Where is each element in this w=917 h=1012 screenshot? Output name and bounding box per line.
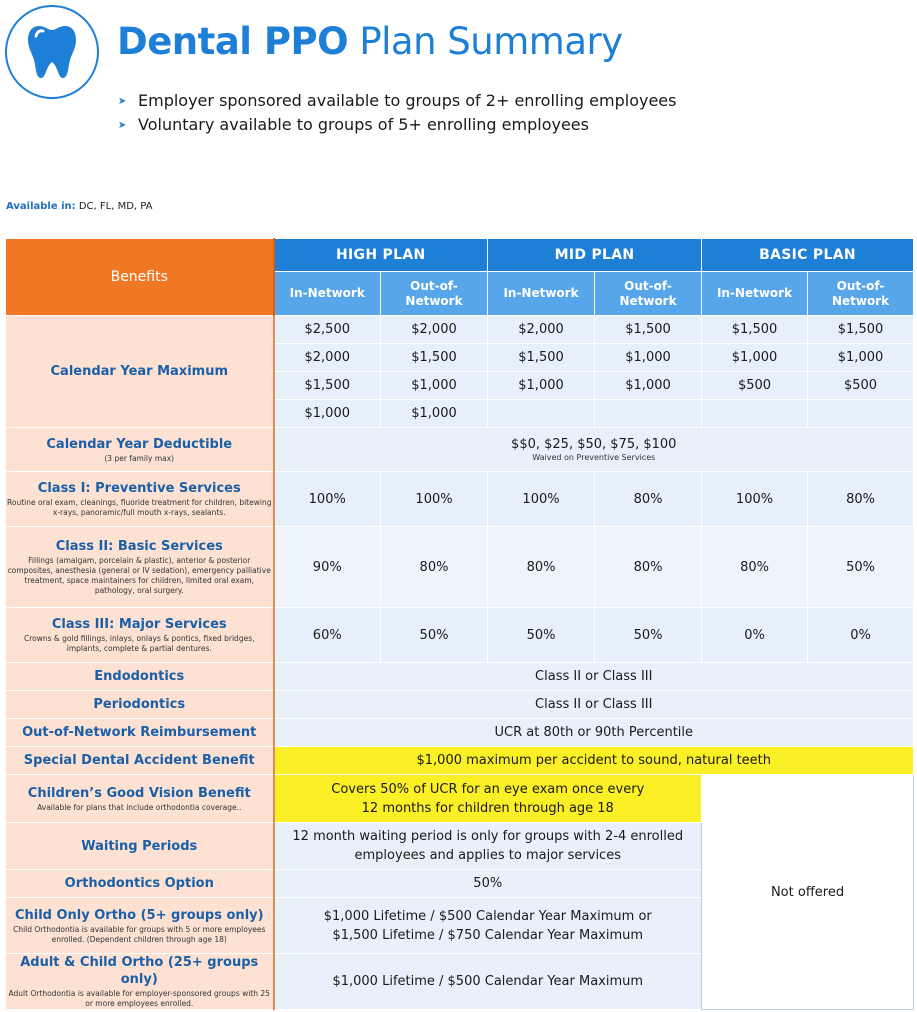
table-row — [6, 719, 914, 747]
sdab-label-cell — [6, 747, 274, 775]
row-description: Available for plans that include orthodontia coverage.. — [37, 802, 242, 812]
title-rest: Plan Summary — [359, 20, 623, 63]
table-cell: $1,000 — [488, 372, 595, 400]
row-label: Children’s Good Vision Benefit — [27, 785, 251, 801]
row-label: Endodontics — [94, 669, 185, 684]
table-cell — [488, 400, 595, 428]
out-network-header — [595, 272, 702, 316]
table-cell: $1,000 — [274, 400, 381, 428]
row-label: Child Only Ortho (5+ groups only) — [14, 907, 264, 923]
adult-ortho-value: $1,000 Lifetime / $500 Calendar Year Maximum — [274, 954, 702, 1010]
cym-label-cell — [6, 316, 274, 428]
not-offered-cell: Not offered — [702, 775, 914, 1010]
in-network-header: In-Network — [274, 272, 381, 316]
basic-plan-header: BASIC PLAN — [702, 239, 914, 272]
benefits-header: Benefits — [6, 239, 274, 316]
out-network-line: Network — [405, 293, 463, 308]
out-network-line: Network — [619, 293, 677, 308]
deductible-cell — [274, 428, 914, 472]
vision-line: 12 months for children through age 18 — [361, 800, 614, 816]
page-title — [117, 20, 623, 63]
table-cell — [595, 400, 702, 428]
row-label: Special Dental Accident Benefit — [23, 753, 255, 768]
ortho-value: 50% — [274, 870, 702, 898]
row-label: Orthodontics Option — [64, 876, 214, 891]
row-label: Out-of-Network Reimbursement — [22, 725, 257, 740]
bullet-text: Employer sponsored available to groups of 2+ enrolling employees — [138, 91, 677, 110]
row-label: Calendar Year Maximum — [50, 364, 228, 379]
table-row — [6, 775, 914, 823]
table-cell: 50% — [381, 608, 488, 663]
oon-value: UCR at 80th or 90th Percentile — [274, 719, 914, 747]
table-cell — [702, 400, 808, 428]
ortho-label-cell — [6, 870, 274, 898]
table-cell: 80% — [595, 527, 702, 608]
table-row — [6, 663, 914, 691]
table-cell: $1,000 — [595, 344, 702, 372]
table-cell: $1,000 — [808, 344, 914, 372]
table-row — [6, 472, 914, 527]
table-cell: $1,000 — [702, 344, 808, 372]
table-cell: 100% — [381, 472, 488, 527]
class2-label-cell — [6, 527, 274, 608]
available-states: DC, FL, MD, PA — [78, 201, 153, 212]
table-cell: 100% — [488, 472, 595, 527]
table-cell: $500 — [702, 372, 808, 400]
available-label: Available in: — [6, 201, 76, 212]
title-bold: Dental PPO — [117, 20, 349, 63]
endo-value: Class II or Class III — [274, 663, 914, 691]
tooth-icon — [27, 24, 77, 80]
table-cell: 0% — [808, 608, 914, 663]
out-network-header — [808, 272, 914, 316]
table-row — [6, 316, 914, 344]
table-row — [6, 428, 914, 472]
deductible-value: $$0, $25, $50, $75, $100 — [511, 436, 677, 452]
out-network-line: Out-of- — [410, 278, 458, 293]
out-network-line: Network — [831, 293, 890, 308]
table-cell: 100% — [702, 472, 808, 527]
plan-summary-table — [5, 238, 914, 1010]
waiting-line: employees and applies to major services — [354, 848, 621, 863]
table-row — [6, 691, 914, 719]
child-ortho-line: $1,500 Lifetime / $750 Calendar Year Maximum — [332, 927, 644, 943]
table-cell: $1,500 — [381, 344, 488, 372]
table-cell: 80% — [488, 527, 595, 608]
row-label: Periodontics — [93, 697, 186, 712]
table-cell: 80% — [702, 527, 808, 608]
row-description: Crowns & gold fillings, inlays, onlays & pontics, fixed bridges, implants, complete & partial dentures. — [24, 634, 255, 653]
child-ortho-line: $1,000 Lifetime / $500 Calendar Year Maximum or — [323, 908, 652, 924]
sdab-value: $1,000 maximum per accident to sound, natural teeth — [274, 747, 914, 775]
high-plan-header: HIGH PLAN — [274, 239, 488, 272]
table-cell: 80% — [808, 472, 914, 527]
availability-note — [6, 201, 152, 212]
table-cell: 0% — [702, 608, 808, 663]
table-cell: $2,000 — [274, 344, 381, 372]
list-item — [118, 89, 676, 113]
list-item — [118, 113, 676, 137]
table-cell: 90% — [274, 527, 381, 608]
row-description: Child Orthodontia is available for groups with 5 or more employees enrolled. (Dependent children through age 18) — [13, 924, 266, 944]
cyd-label-cell — [6, 428, 274, 472]
table-cell: $500 — [808, 372, 914, 400]
table-cell: 80% — [595, 472, 702, 527]
child-ortho-value — [274, 898, 702, 954]
table-row — [6, 527, 914, 608]
table-cell: 80% — [381, 527, 488, 608]
oon-label-cell — [6, 719, 274, 747]
class3-label-cell — [6, 608, 274, 663]
vision-label-cell — [6, 775, 274, 823]
table-cell: 50% — [808, 527, 914, 608]
row-description: Adult Orthodontia is available for employer-sponsored groups with 25 or more employees enrolled. — [8, 989, 270, 1008]
vision-value — [274, 775, 702, 823]
table-cell: 60% — [274, 608, 381, 663]
table-row — [6, 608, 914, 663]
out-network-line: Out-of- — [624, 278, 672, 293]
table-cell: 100% — [274, 472, 381, 527]
table-cell: $1,500 — [702, 316, 808, 344]
row-label: Waiting Periods — [81, 838, 198, 854]
chevron-right-icon: ➤ — [118, 120, 127, 131]
class1-label-cell — [6, 472, 274, 527]
waiting-label-cell — [6, 823, 274, 870]
table-cell — [808, 400, 914, 428]
table-cell: $1,500 — [808, 316, 914, 344]
row-description: Routine oral exam, cleanings, fluoride treatment for children, bitewing x-rays, panoramic/full mouth x-rays, sealants. — [7, 498, 272, 517]
table-row — [6, 239, 914, 272]
table-cell: $2,500 — [274, 316, 381, 344]
waiting-value — [274, 823, 702, 870]
table-row — [6, 747, 914, 775]
adult-ortho-label-cell — [6, 954, 274, 1010]
table-cell: $1,000 — [595, 372, 702, 400]
in-network-header: In-Network — [702, 272, 808, 316]
table-cell: $1,000 — [381, 400, 488, 428]
table-cell: $1,000 — [381, 372, 488, 400]
table-cell: $1,500 — [274, 372, 381, 400]
table-cell: $1,500 — [595, 316, 702, 344]
in-network-header: In-Network — [488, 272, 595, 316]
out-network-header — [381, 272, 488, 316]
chevron-right-icon: ➤ — [118, 96, 127, 107]
table-cell: $2,000 — [381, 316, 488, 344]
row-description: Fillings (amalgam, porcelain & plastic), anterior & posterior composites, anesthesia (general or IV sedation), emergency palliative treatment, space maintainers for children, limited oral exam, pathology, oral surgery. — [7, 556, 271, 595]
row-label: Calendar Year Deductible — [46, 436, 233, 452]
table-cell: 50% — [595, 608, 702, 663]
row-label: Class II: Basic Services — [55, 539, 223, 554]
tooth-logo — [5, 5, 99, 99]
child-ortho-label-cell — [6, 898, 274, 954]
row-label: Class I: Preventive Services — [37, 481, 241, 496]
table-cell: 50% — [488, 608, 595, 663]
perio-label-cell — [6, 691, 274, 719]
eligibility-list — [118, 89, 676, 137]
endo-label-cell — [6, 663, 274, 691]
table-cell: $2,000 — [488, 316, 595, 344]
row-label: Class III: Major Services — [51, 617, 227, 632]
table-cell: $1,500 — [488, 344, 595, 372]
deductible-note: Waived on Preventive Services — [532, 452, 656, 462]
row-description: (3 per family max) — [104, 453, 175, 463]
waiting-line: 12 month waiting period is only for groups with 2-4 enrolled — [292, 829, 684, 844]
mid-plan-header: MID PLAN — [488, 239, 702, 272]
row-label: Adult & Child Ortho (25+ groups only) — [20, 955, 259, 987]
out-network-line: Out-of- — [836, 278, 885, 293]
perio-value: Class II or Class III — [274, 691, 914, 719]
bullet-text: Voluntary available to groups of 5+ enrolling employees — [138, 115, 589, 134]
vision-line: Covers 50% of UCR for an eye exam once every — [331, 781, 645, 797]
